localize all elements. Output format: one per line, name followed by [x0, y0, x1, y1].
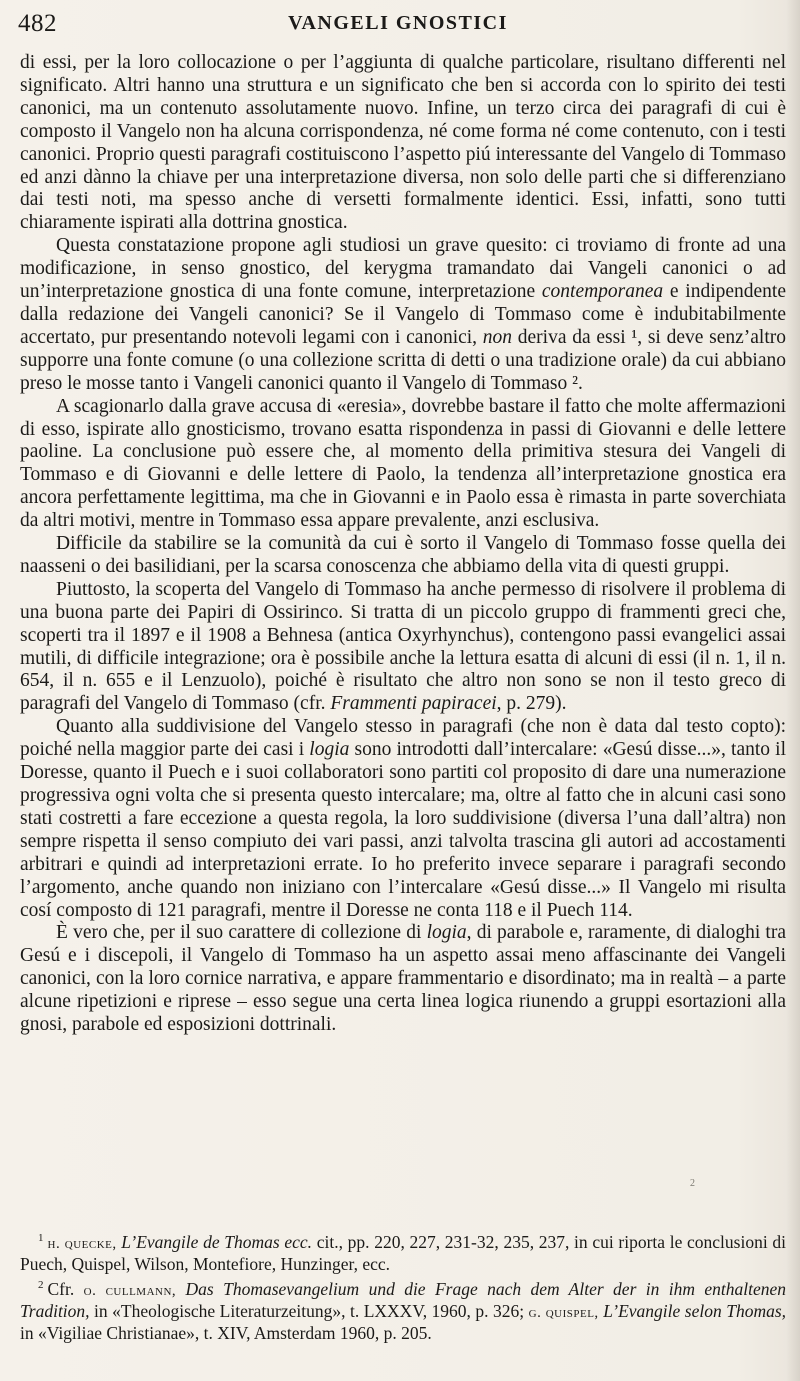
- main-text: [20, 52, 786, 1037]
- paragraph-3: A scagionarlo dalla grave accusa di «eresia», dovrebbe bastare il fatto che molte affermazioni di esso, ispirate allo gnosticismo, trovano esatta rispondenza in passi di Giovanni e delle lettere paoline. La conclusione può essere che, al momento della primitiva stesura dei Vangeli di Tommaso e di Giovanni e delle lettere di Paolo, la tendenza all’interpretazione gnostica era ancora perfettamente legittima, ma che in Giovanni e in Paolo essa è rimasta in parte soverchiata da altri motivi, mentre in Tommaso essa appare prevalente, anzi esclusiva.: [20, 395, 786, 532]
- paragraph-6: Quanto alla suddivisione del Vangelo stesso in paragrafi (che non è data dal testo copto): poiché nella maggior parte dei casi i logia sono introdotti dall’intercalare: «Gesú disse...», tanto il Doresse, quanto il Puech e i suoi collaboratori sono partiti col proposito di dare una numerazione progressiva ogni volta che si presenta questo intercalare; ma, oltre al fatto che in alcuni casi sono stati costretti a fare eccezione a questa regola, la loro suddivisione (diversa l’una dall’altra) non sempre rispetta il senso compiuto dei vari passi, anzi talvolta trascina gli autori ad accostamenti arbitrari e quindi ad interpretazioni errate. Io ho preferito invece separare i paragrafi secondo l’argomento, anche quando non iniziano con l’intercalare «Gesú disse...» Il Vangelo mi risulta cosí composto di 121 paragrafi, mentre il Doresse ne conta 118 e il Puech 114.: [20, 716, 786, 921]
- footnote-1: $^1$ h. quecke, L’Evangile de Thomas ecc. cit., pp. 220, 227, 231-32, 235, 237, in cui riporta le conclusioni di Puech, Quispel, Wilson, Montefiore, Hunzinger, ecc.: [20, 1231, 786, 1275]
- signature-marker: 2: [690, 1178, 695, 1189]
- page-header: [18, 10, 778, 40]
- page-number: 482: [18, 10, 57, 37]
- paragraph-4: Difficile da stabilire se la comunità da cui è sorto il Vangelo di Tommaso fosse quella dei naasseni o dei basilidiani, per la scarsa conoscenza che abbiamo della vita di questi gruppi.: [20, 533, 786, 577]
- italic-logia: logia: [309, 739, 350, 761]
- italic-non: non: [482, 326, 513, 348]
- page-edge-shadow: [786, 0, 800, 1381]
- footnote-1-number: 1: [38, 1232, 44, 1244]
- italic-logia-2: logia: [426, 922, 467, 944]
- paragraph-2: Questa constatazione propone agli studiosi un grave quesito: ci troviamo di fronte ad una modificazione, in senso gnostico, del kerygma tramandato dai Vangeli canonici o ad un’interpretazione gnostica di una fonte comune, interpretazione contemporanea e indipendente dalla redazione dei Vangeli canonici? Se il Vangelo di Tommaso come è indubitabilmente accertato, pur presentando notevoli legami con i canonici, non deriva da essi ¹, si deve senz’altro supporre una fonte comune (o una collezione scritta di detti o una tradizione orale) da cui abbiano preso le mosse tanto i Vangeli canonici quanto il Vangelo di Tommaso ².: [20, 235, 786, 394]
- paragraph-1: di essi, per la loro collocazione o per l’aggiunta di qualche particolare, risultano differenti nel significato. Altri hanno una struttura e un significato che ben si accorda con lo spirito dei testi canonici, ma un contenuto assolutamente nuovo. Infine, un terzo circa dei paragrafi di cui è composto il Vangelo non ha alcuna corrispondenza, né come forma né come contenuto, con i testi canonici. Proprio questi paragrafi costituiscono l’aspetto piú interessante del Vangelo di Tommaso ed anzi dànno la chiave per una interpretazione diversa, non solo delle parti che si differenziano dai testi noti, ma spesso anche di versetti formalmente identici. Essi, infatti, sono tutti chiaramente ispirati alla dottrina gnostica.: [20, 52, 786, 234]
- paragraph-7: È vero che, per il suo carattere di collezione di logia, di parabole e, raramente, di dialoghi tra Gesú e i discepoli, il Vangelo di Tommaso ha un aspetto assai meno affascinante dei Vangeli canonici, con la loro cornice narrativa, e appare frammentario e disordinato; ma in realtà – a parte alcune ripetizioni e riprese – esso segue una certa linea logica riunendo a gruppi esortazioni alla gnosi, parabole ed esposizioni dottrinali.: [20, 922, 786, 1036]
- footnote-2: $^2$ Cfr. o. cullmann, Das Thomasevangelium und die Frage nach dem Alter der in ihm enthaltenen Tradition, in «Theologische Literaturzeitung», t. LXXXV, 1960, p. 326; g. quispel, L’Evangile selon Thomas, in «Vigiliae Christianae», t. XIV, Amsterdam 1960, p. 205.: [20, 1279, 787, 1344]
- footnote-2-number: 2: [38, 1279, 44, 1292]
- footnotes: [20, 1228, 786, 1345]
- italic-frammenti-papiracei: Frammenti papiracei: [330, 693, 497, 715]
- running-title: VANGELI GNOSTICI: [288, 12, 508, 34]
- paragraph-5: Piuttosto, la scoperta del Vangelo di Tommaso ha anche permesso di risolvere il problema di una buona parte dei Papiri di Ossirinco. Si tratta di un piccolo gruppo di frammenti greci che, scoperti tra il 1897 e il 1908 a Behnesa (antica Oxyrhynchus), contengono passi evangelici assai mutili, di difficile integrazione; ora è possibile anche la lettura esatta di alcuni di essi (il n. 1, il n. 654, il n. 655 e il Lenzuolo), poiché è risultato che altro non sono se non il testo greco di paragrafi del Vangelo di Tommaso (cfr. Frammenti papiracei, p. 279).: [20, 578, 786, 715]
- italic-contemporanea: contemporanea: [541, 281, 664, 303]
